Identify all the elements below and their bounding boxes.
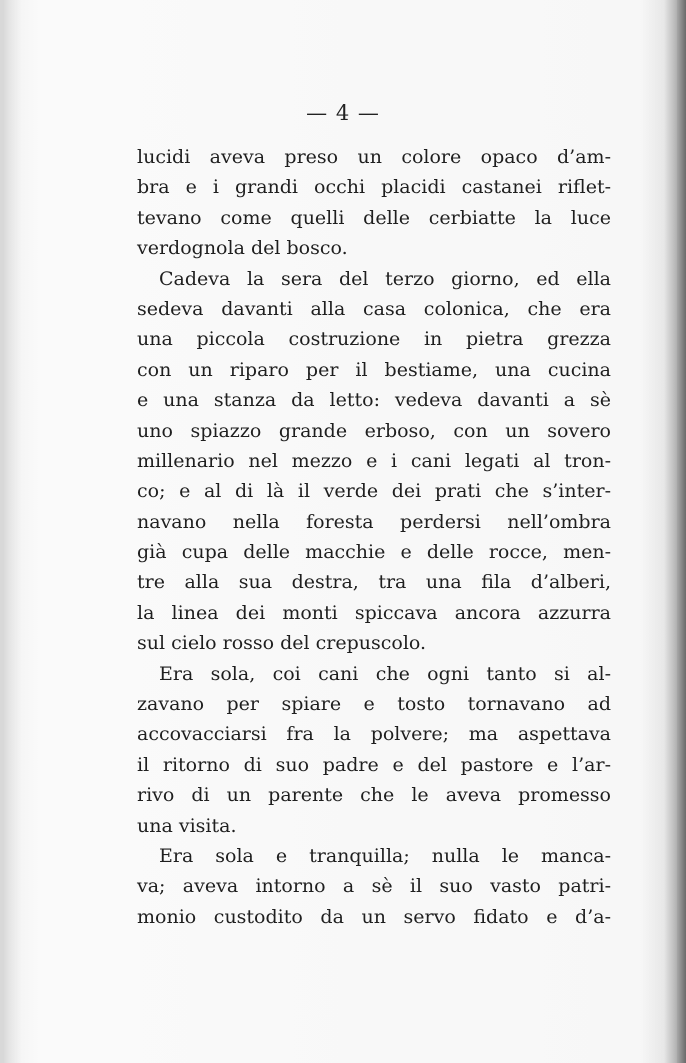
text-line: e una stanza da letto: vedeva davanti a sè	[137, 389, 611, 412]
text-line: tevano come quelli delle cerbiatte la luce	[137, 206, 611, 229]
text-line: il ritorno di suo padre e del pastore e l’ar-	[137, 753, 611, 776]
text-line: zavano per spiare e tosto tornavano ad	[137, 693, 611, 716]
text-line: accovacciarsi fra la polvere; ma aspettava	[137, 723, 611, 746]
text-line: monio custodito da un servo fidato e d’a-	[137, 905, 611, 928]
text-line: Cadeva la sera del terzo giorno, ed ella	[159, 267, 611, 290]
page-right-edge	[677, 0, 686, 1063]
text-line: lucidi aveva preso un colore opaco d’am-	[137, 146, 611, 168]
text-line: Era sola e tranquilla; nulla le manca-	[159, 844, 611, 867]
text-line: una piccola costruzione in pietra grezza	[137, 328, 611, 351]
text-line: sul cielo rosso del crepuscolo.	[137, 632, 427, 655]
text-line: rivo di un parente che le aveva promesso	[137, 784, 611, 807]
page-number: — 4 —	[306, 101, 380, 125]
text-line: già cupa delle macchie e delle rocce, men-	[137, 541, 611, 564]
text-line: bra e i grandi occhi placidi castanei riflet-	[137, 176, 611, 199]
text-line: una visita.	[137, 814, 237, 837]
text-line: la linea dei monti spiccava ancora azzurra	[137, 601, 611, 624]
text-line: navano nella foresta perdersi nell’ombra	[137, 510, 611, 533]
text-line: verdognola del bosco.	[137, 237, 348, 260]
text-line: millenario nel mezzo e i cani legati al tron-	[137, 449, 611, 472]
text-line: sedeva davanti alla casa colonica, che era	[137, 297, 611, 320]
text-line: tre alla sua destra, tra una fila d’alberi,	[137, 571, 611, 594]
body-text	[137, 142, 611, 932]
text-line: uno spiazzo grande erboso, con un sovero	[137, 419, 611, 442]
page-left-edge	[0, 0, 4, 1063]
text-line: co; e al di là il verde dei prati che s’inter-	[137, 480, 611, 503]
text-line: Era sola, coi cani che ogni tanto si al-	[159, 662, 611, 685]
text-line: va; aveva intorno a sè il suo vasto patri-	[137, 875, 611, 898]
text-line: con un riparo per il bestiame, una cucina	[137, 358, 611, 381]
